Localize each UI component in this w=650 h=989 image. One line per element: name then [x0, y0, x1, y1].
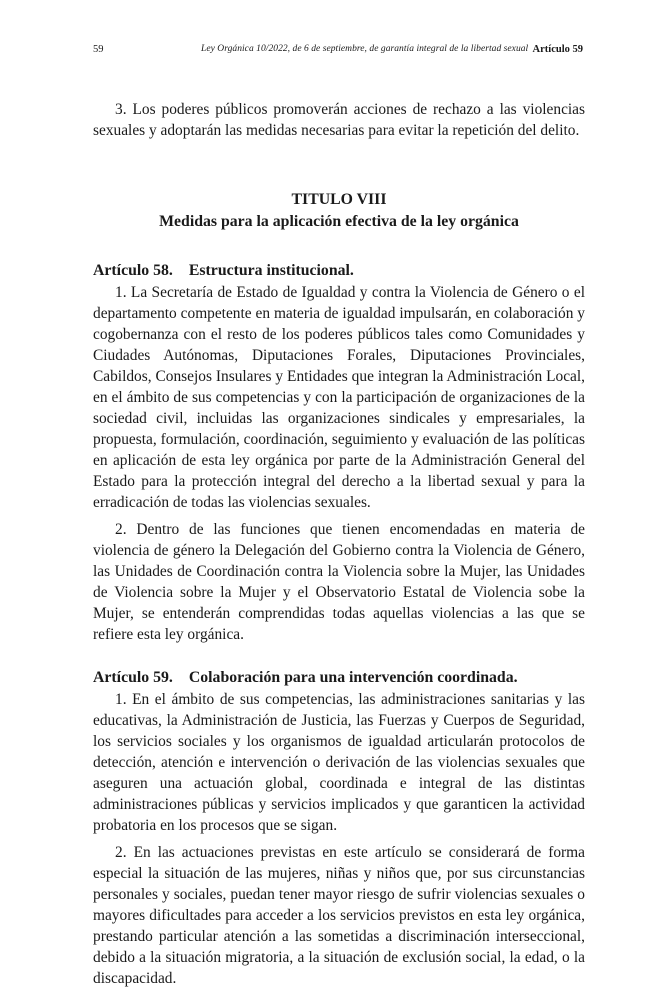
- article-58-heading: [93, 260, 585, 282]
- article-59-paragraph-2: 2. En las actuaciones previstas en este artículo se considerará de forma especial la situación de las mujeres, niñas y niños que, por sus circunstancias personales y sociales, puedan tener mayor riesgo de sufrir violencias sexuales o mayores dificultades para acceder a los servicios previstos en esta ley orgánica, prestando particular atención a las sometidas a discriminación interseccional, debido a la situación migratoria, a la situación de exclusión social, la edad, o la discapacidad.: [93, 844, 585, 987]
- article-59-title: Colaboración para una intervención coordinada.: [188, 669, 518, 686]
- article-58-paragraph-2: 2. Dentro de las funciones que tienen encomendadas en materia de violencia de género la Delegación del Gobierno contra la Violencia de Género, las Unidades de Coordinación contra la Violencia sobre la Mujer, las Unidades de Violencia sobre la Mujer y el Observatorio Estatal de Violencia sobe la Mujer, se entenderán comprendidas todas aquellas violencias a las que se refiere esta ley orgánica.: [93, 521, 585, 643]
- title-heading: Medidas para la aplicación efectiva de la ley orgánica: [159, 213, 519, 230]
- article-59-paragraph-1: 1. En el ámbito de sus competencias, las administraciones sanitarias y las educativas, la Administración de Justicia, las Fuerzas y Cuerpos de Seguridad, los servicios sociales y los organismos de igualdad articularán protocolos de detección, atención e intervención o derivación de las violencias sexuales que aseguren una actuación global, coordinada e integral de las distintas administraciones públicas y servicios implicados y que garanticen la actividad probatoria en los procesos que se sigan.: [93, 691, 585, 834]
- page-body: [93, 99, 585, 989]
- article-59-heading: [93, 667, 585, 689]
- article-58-number: Artículo 58.: [93, 262, 173, 279]
- running-header: [93, 44, 585, 60]
- article-59-number: Artículo 59.: [93, 669, 173, 686]
- title-block: [93, 189, 585, 233]
- page-number: 59: [93, 44, 104, 55]
- title-number: TITULO VIII: [291, 191, 387, 208]
- article-58-paragraph-1: 1. La Secretaría de Estado de Igualdad y contra la Violencia de Género o el departamento competente en materia de igualdad impulsarán, en colaboración y cogobernanza con el resto de los poderes públicos tales como Comunidades y Ciudades Autónomas, Diputaciones Forales, Diputaciones Provinciales, Cabildos, Consejos Insulares y Entidades que integran la Administración Local, en el ámbito de sus competencias y con la participación de organizaciones de la sociedad civil, incluidas las organizaciones sindicales y empresariales, la propuesta, formulación, coordinación, seguimiento y evaluación de las políticas en aplicación de esta ley orgánica por parte de la Administración General del Estado para la protección integral del derecho a la libertad sexual y para la erradicación de todas las violencias sexuales.: [93, 284, 585, 511]
- article-58-title: Estructura institucional.: [188, 262, 354, 279]
- header-article-ref: Artículo 59: [532, 44, 583, 55]
- intro-paragraph: 3. Los poderes públicos promoverán acciones de rechazo a las violencias sexuales y adoptarán las medidas necesarias para evitar la repetición del delito.: [93, 101, 585, 139]
- running-title: Ley Orgánica 10/2022, de 6 de septiembre, de garantía integral de la libertad sexual: [201, 44, 529, 54]
